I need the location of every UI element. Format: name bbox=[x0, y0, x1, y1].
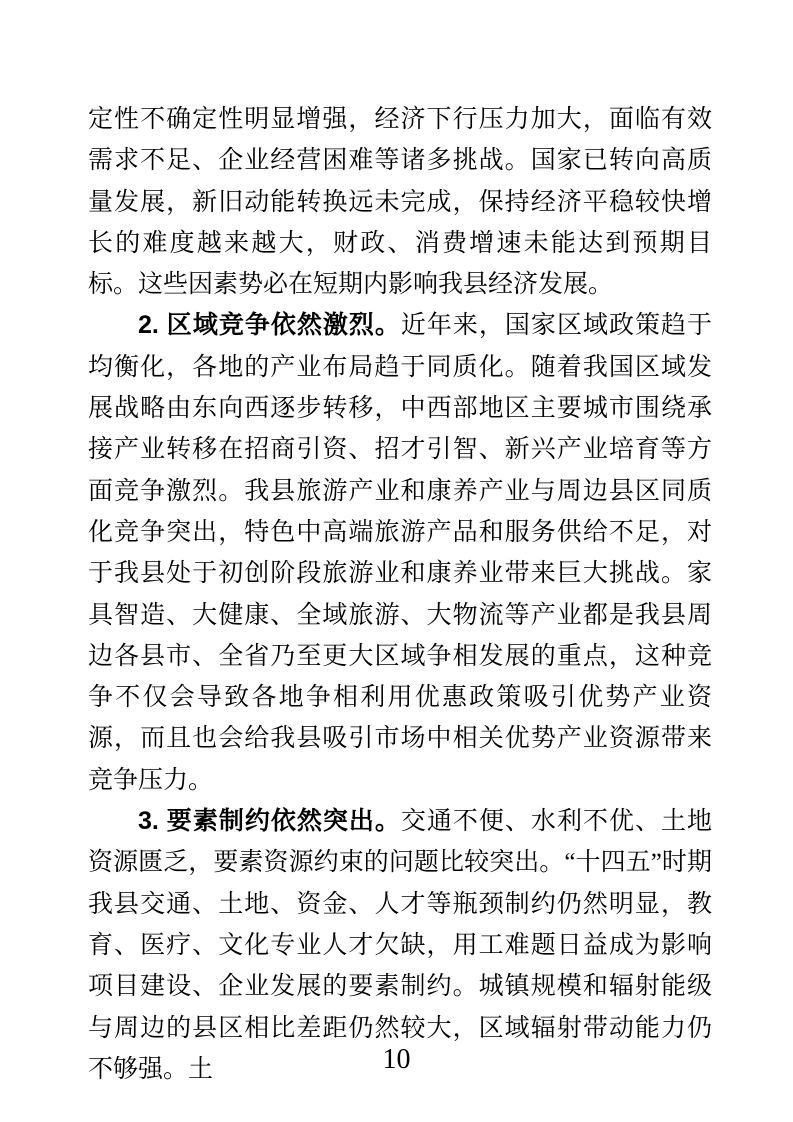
heading-run: 3. 要素制约依然突出。 bbox=[138, 807, 401, 836]
text-run: 近年来，国家区域政策趋于均衡化，各地的产业布局趋于同质化。随着我国区域发展战略由东向西逐步转移，中西部地区主要城市围绕承接产业转移在招商引资、招才引智、新兴产业培育等方面竞争激烈。我县旅游产业和康养产业与周边县区同质化竞争突出，特色中高端旅游产品和服务供给不足，对于我县处于初创阶段旅游业和康养业带来巨大挑战。家具智造、大健康、全域旅游、大物流等产业都是我县周边各县市、全省乃至更大区域争相发展的重点，这种竞争不仅会导致各地争相利用优惠政策吸引优势产业资源，而且也会给我县吸引市场中相关优势产业资源带来竞争压力。 bbox=[88, 312, 712, 794]
text-run: 定性不确定性明显增强，经济下行压力加大，面临有效需求不足、企业经营困难等诸多挑战。国家已转向高质量发展，新旧动能转换远未完成，保持经济平稳较快增长的难度越来越大，财政、消费增速未能达到预期目标。这些因素势必在短期内影响我县经济发展。 bbox=[88, 106, 712, 299]
paragraph-continuation bbox=[88, 99, 712, 305]
text-block bbox=[88, 99, 712, 1090]
text-run: 交通不便、水利不优、土地资源匮乏，要素资源约束的问题比较突出。“十四五”时期我县交通、土地、资金、人才等瓶颈制约仍然明显，教育、医疗、文化专业人才欠缺，用工难题日益成为影响项目建设、企业发展的要素制约。城镇规模和辐射能级与周边的县区相比差距仍然较大，区域辐射带动能力仍不够强。土 bbox=[88, 808, 712, 1083]
page-number: 10 bbox=[382, 1044, 411, 1075]
heading-run: 2. 区域竞争依然激烈。 bbox=[138, 311, 401, 340]
paragraph-region-competition bbox=[88, 305, 712, 801]
